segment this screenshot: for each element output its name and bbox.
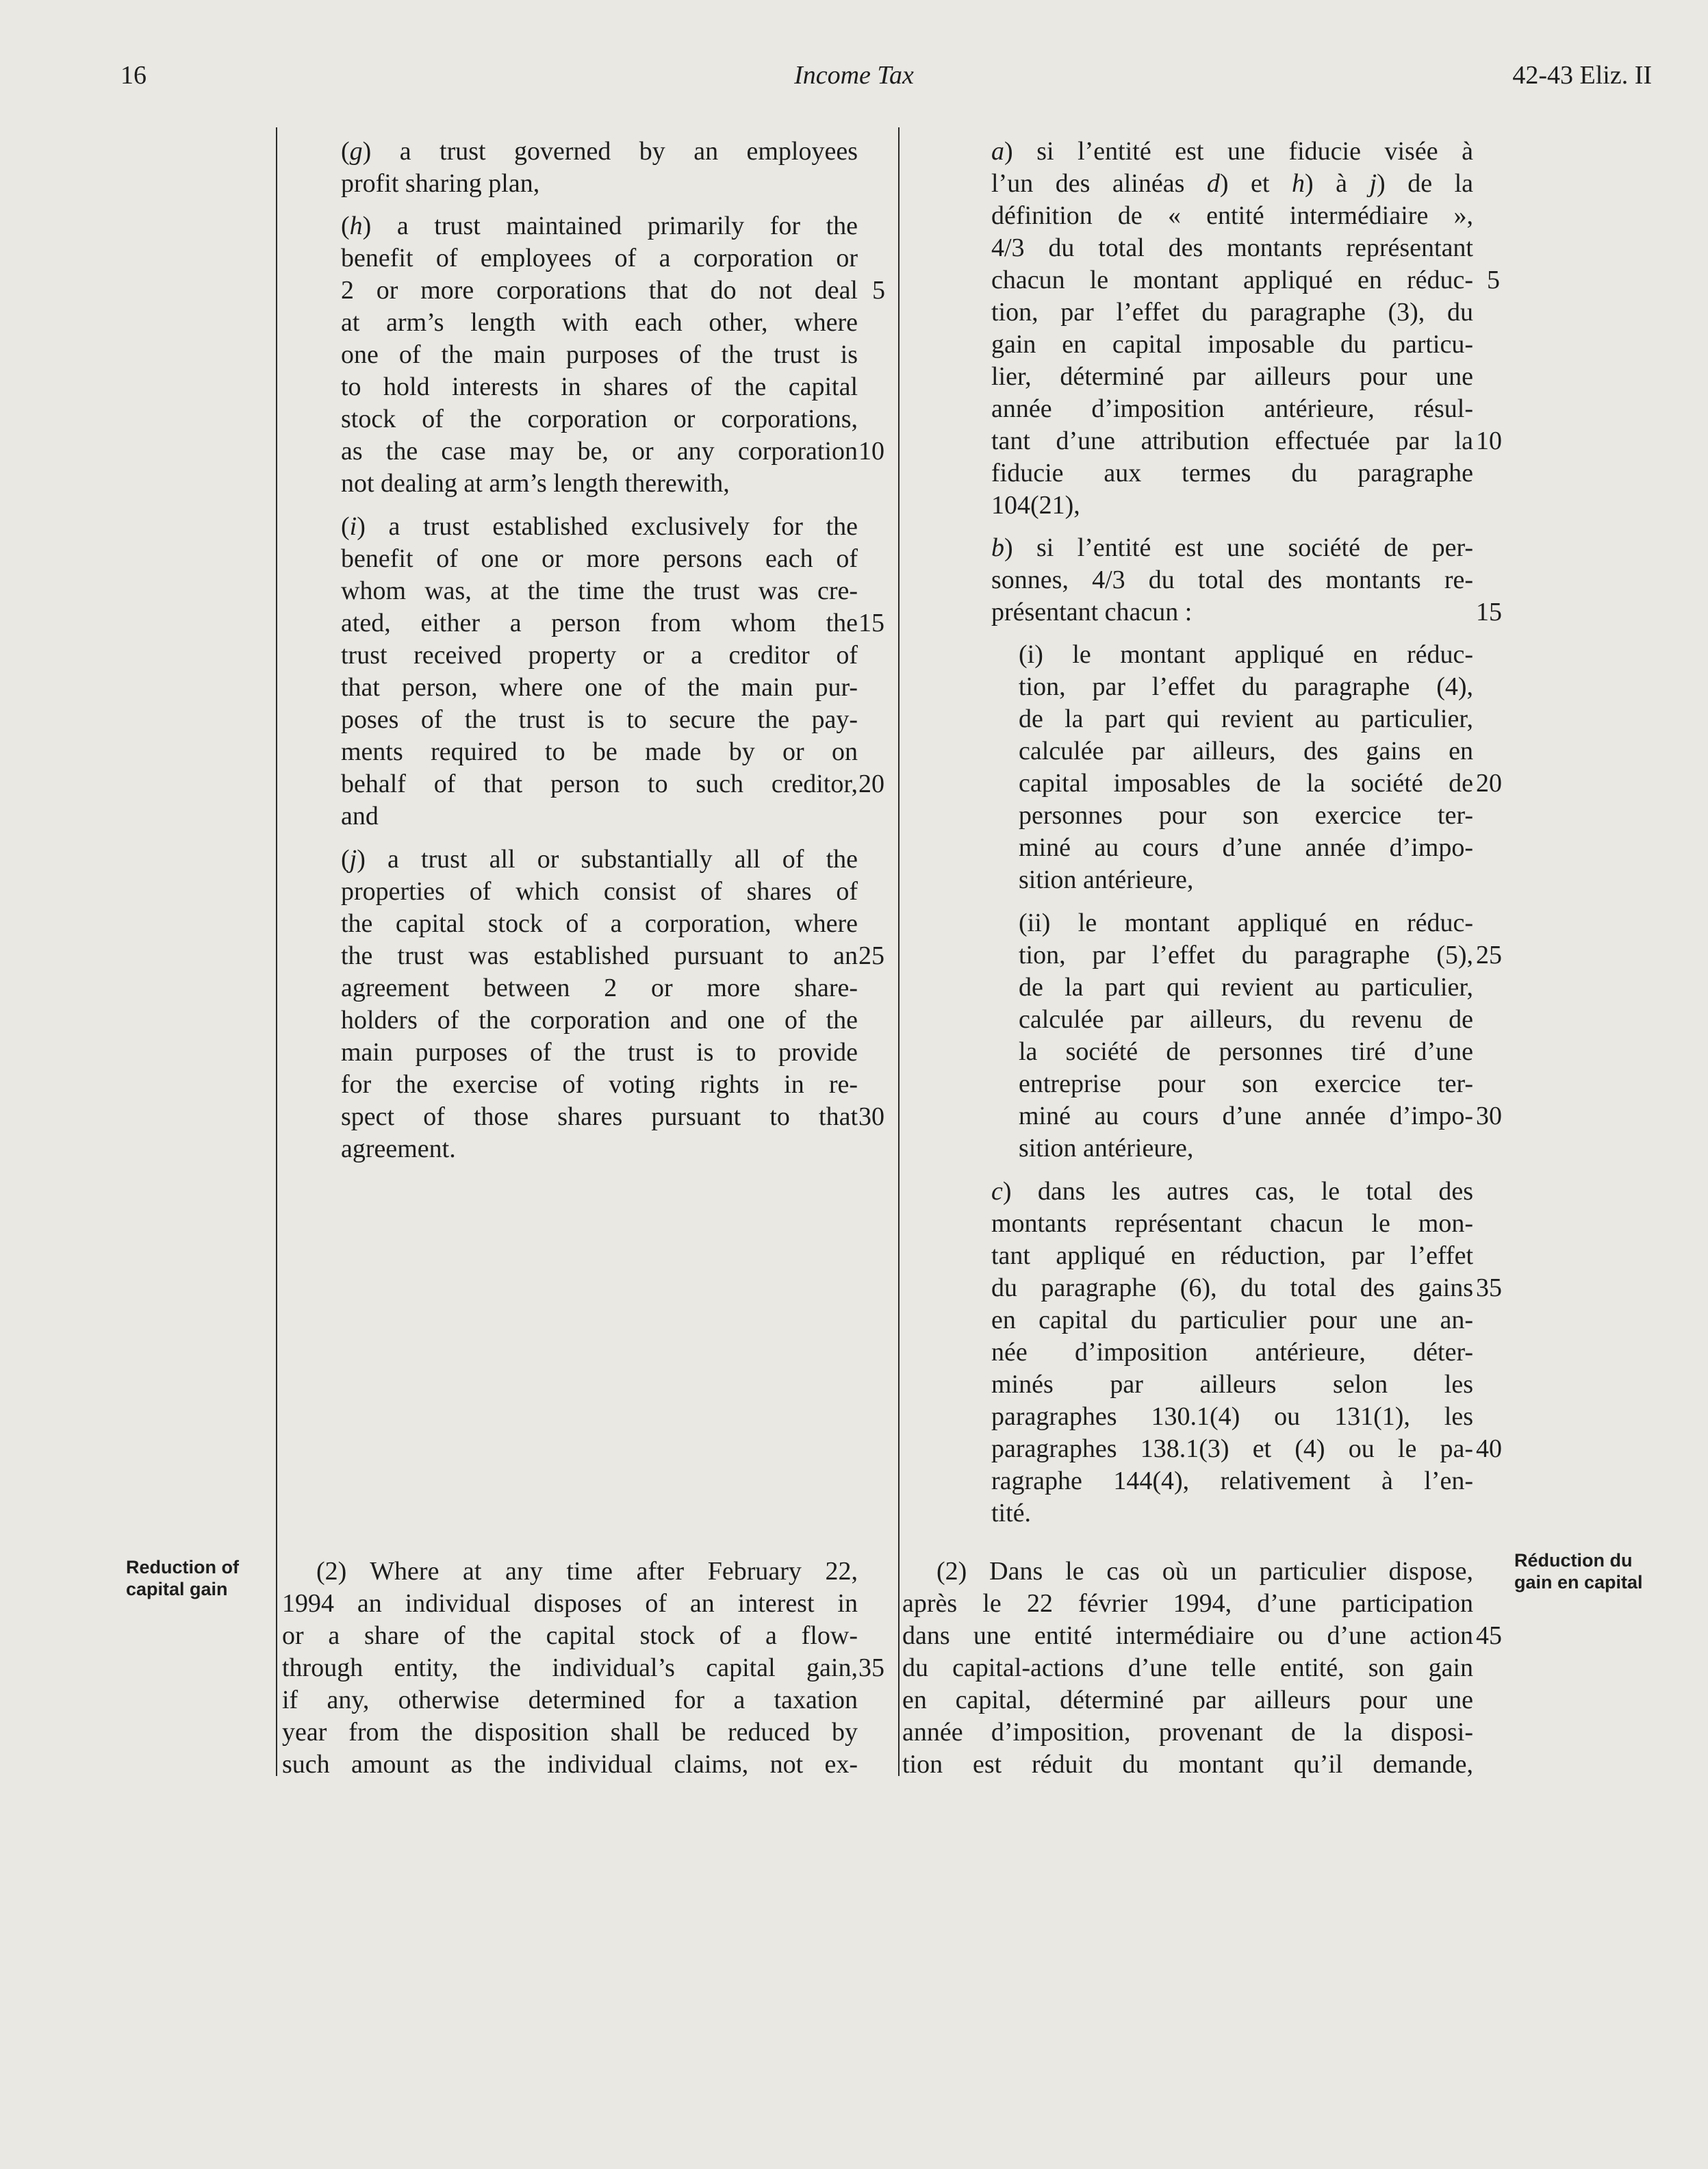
subsection-2-fr-line: année d’imposition, provenant de la disposi- (902, 1718, 1473, 1747)
marginal-note-line: Reduction of (126, 1557, 239, 1577)
para-j-line: agreement. (341, 1134, 456, 1163)
para-i-line: ated, either a person from whom the (341, 609, 858, 637)
line-number: 35 (858, 1653, 884, 1682)
para-i-line: and (341, 802, 379, 830)
para-b-line: présentant chacun : (991, 598, 1193, 626)
subsection-2-fr-line: dans une entité intermédiaire ou d’une action (902, 1621, 1473, 1650)
para-g-line: (g) a trust governed by an employees (341, 137, 858, 166)
para-a-line: l’un des alinéas d) et h) à j) de la (991, 169, 1473, 198)
para-i-line: ments required to be made by or on (341, 737, 858, 766)
line-number: 30 (1476, 1102, 1502, 1130)
subsection-2-en-line: through entity, the individual’s capital gain, (282, 1653, 858, 1682)
para-j-line: spect of those shares pursuant to that (341, 1102, 858, 1131)
line-number: 15 (858, 609, 884, 637)
subsection-2-fr-line: en capital, déterminé par ailleurs pour une (902, 1686, 1473, 1714)
subpara-ii-line: tion, par l’effet du paragraphe (5), (1019, 941, 1473, 969)
para-i-line: that person, where one of the main pur- (341, 673, 858, 702)
line-number: 20 (858, 770, 884, 798)
line-number: 20 (1476, 769, 1502, 798)
para-a-line: tant d’une attribution effectuée par la (991, 427, 1473, 455)
subsection-2-en-line: 1994 an individual disposes of an interest in (282, 1589, 858, 1618)
line-number: 25 (1476, 941, 1502, 969)
para-i-line: benefit of one or more persons each of (341, 544, 858, 573)
regnal-year: 42-43 Eliz. II (1512, 61, 1652, 90)
para-j-line: main purposes of the trust is to provide (341, 1038, 858, 1067)
line-number: 5 (1487, 266, 1500, 294)
subsection-2-fr-line: tion est réduit du montant qu’il demande, (902, 1750, 1473, 1779)
subpara-ii-line: (ii) le montant appliqué en réduc- (1019, 909, 1473, 937)
subpara-ii-line: calculée par ailleurs, du revenu de (1019, 1005, 1473, 1034)
para-h-line: 2 or more corporations that do not deal (341, 276, 858, 305)
para-h-line: at arm’s length with each other, where (341, 308, 858, 337)
subpara-ii-line: de la part qui revient au particulier, (1019, 973, 1473, 1002)
para-a-line: 4/3 du total des montants représentant (991, 233, 1473, 262)
para-h-line: as the case may be, or any corporation (341, 437, 858, 466)
page-number: 16 (120, 61, 146, 90)
subsection-2-en-line: if any, otherwise determined for a taxation (282, 1686, 858, 1714)
para-j-line: holders of the corporation and one of the (341, 1006, 858, 1035)
para-j-line: the capital stock of a corporation, where (341, 909, 858, 938)
para-c-line: c) dans les autres cas, le total des (991, 1177, 1473, 1206)
para-i-line: poses of the trust is to secure the pay- (341, 705, 858, 734)
para-c-line: tité. (991, 1499, 1032, 1527)
para-a-line: chacun le montant appliqué en réduc- (991, 266, 1473, 294)
subpara-i-line: miné au cours d’une année d’impo- (1019, 833, 1473, 862)
subpara-ii-line: la société de personnes tiré d’une (1019, 1037, 1473, 1066)
subsection-2-fr-line: après le 22 février 1994, d’une participation (902, 1589, 1473, 1618)
subpara-i-line: personnes pour son exercice ter- (1019, 801, 1473, 830)
para-j-line: (j) a trust all or substantially all of the (341, 845, 858, 874)
para-h-line: one of the main purposes of the trust is (341, 340, 858, 369)
marginal-note-fr (1514, 1549, 1643, 1593)
line-number: 15 (1476, 598, 1502, 626)
para-c-line: montants représentant chacun le mon- (991, 1209, 1473, 1238)
line-number: 35 (1476, 1273, 1502, 1302)
para-a-line: a) si l’entité est une fiducie visée à (991, 137, 1473, 166)
subsection-2-fr-line: du capital-actions d’une telle entité, son gain (902, 1653, 1473, 1682)
subpara-i-line: sition antérieure, (1019, 865, 1194, 894)
subpara-ii-line: sition antérieure, (1019, 1134, 1194, 1163)
para-a-line: tion, par l’effet du paragraphe (3), du (991, 298, 1473, 327)
para-a-line: lier, déterminé par ailleurs pour une (991, 362, 1473, 391)
line-number: 5 (872, 276, 885, 305)
subsection-2-en-line: year from the disposition shall be reduced by (282, 1718, 858, 1747)
para-c-line: en capital du particulier pour une an- (991, 1306, 1473, 1334)
para-j-line: for the exercise of voting rights in re- (341, 1070, 858, 1099)
para-c-line: paragraphes 138.1(3) et (4) ou le pa- (991, 1434, 1473, 1463)
para-j-line: agreement between 2 or more share- (341, 974, 858, 1002)
para-c-line: minés par ailleurs selon les (991, 1370, 1473, 1399)
para-b-line: sonnes, 4/3 du total des montants re- (991, 566, 1473, 594)
subsection-2-en-line: such amount as the individual claims, not ex- (282, 1750, 858, 1779)
subpara-i-line: (i) le montant appliqué en réduc- (1019, 640, 1473, 669)
line-number: 45 (1476, 1621, 1502, 1650)
line-number: 10 (1476, 427, 1502, 455)
para-i-line: whom was, at the time the trust was cre- (341, 576, 858, 605)
marginal-note-line: gain en capital (1514, 1572, 1643, 1593)
para-g-line: profit sharing plan, (341, 169, 540, 198)
para-j-line: properties of which consist of shares of (341, 877, 858, 906)
line-number: 40 (1476, 1434, 1502, 1463)
center-column-rule (898, 127, 900, 1776)
para-a-line: gain en capital imposable du particu- (991, 330, 1473, 359)
marginal-note-line: capital gain (126, 1579, 228, 1599)
para-i-line: behalf of that person to such creditor, (341, 770, 858, 798)
line-number: 30 (858, 1102, 884, 1131)
para-i-line: (i) a trust established exclusively for the (341, 512, 858, 541)
para-h-line: benefit of employees of a corporation or (341, 244, 858, 272)
para-i-line: trust received property or a creditor of (341, 641, 858, 670)
subsection-2-en-line: or a share of the capital stock of a flow- (282, 1621, 858, 1650)
marginal-note-en (126, 1556, 239, 1600)
subpara-i-line: tion, par l’effet du paragraphe (4), (1019, 672, 1473, 701)
para-a-line: 104(21), (991, 491, 1080, 520)
para-b-line: b) si l’entité est une société de per- (991, 533, 1473, 562)
marginal-note-line: Réduction du (1514, 1550, 1633, 1571)
line-number: 25 (858, 941, 884, 970)
para-c-line: tant appliqué en réduction, par l’effet (991, 1241, 1473, 1270)
para-c-line: ragraphe 144(4), relativement à l’en- (991, 1467, 1473, 1495)
para-h-line: (h) a trust maintained primarily for the (341, 212, 858, 240)
subpara-ii-line: miné au cours d’une année d’impo- (1019, 1102, 1473, 1130)
subsection-2-en-line: (2) Where at any time after February 22, (316, 1557, 858, 1586)
running-title: Income Tax (794, 61, 914, 90)
subsection-2-fr-line: (2) Dans le cas où un particulier dispose, (936, 1557, 1473, 1586)
para-c-line: née d’imposition antérieure, déter- (991, 1338, 1473, 1367)
para-a-line: fiducie aux termes du paragraphe (991, 459, 1473, 487)
left-column-rule (276, 127, 277, 1776)
para-h-line: not dealing at arm’s length therewith, (341, 469, 730, 498)
para-a-line: définition de « entité intermédiaire », (991, 201, 1473, 230)
subpara-i-line: calculée par ailleurs, des gains en (1019, 737, 1473, 765)
subpara-i-line: capital imposables de la société de (1019, 769, 1473, 798)
para-c-line: du paragraphe (6), du total des gains (991, 1273, 1473, 1302)
para-j-line: the trust was established pursuant to an (341, 941, 858, 970)
para-h-line: stock of the corporation or corporations, (341, 405, 858, 433)
para-h-line: to hold interests in shares of the capital (341, 372, 858, 401)
para-c-line: paragraphes 130.1(4) ou 131(1), les (991, 1402, 1473, 1431)
para-a-line: année d’imposition antérieure, résul- (991, 394, 1473, 423)
line-number: 10 (858, 437, 884, 466)
subpara-i-line: de la part qui revient au particulier, (1019, 705, 1473, 733)
subpara-ii-line: entreprise pour son exercice ter- (1019, 1069, 1473, 1098)
